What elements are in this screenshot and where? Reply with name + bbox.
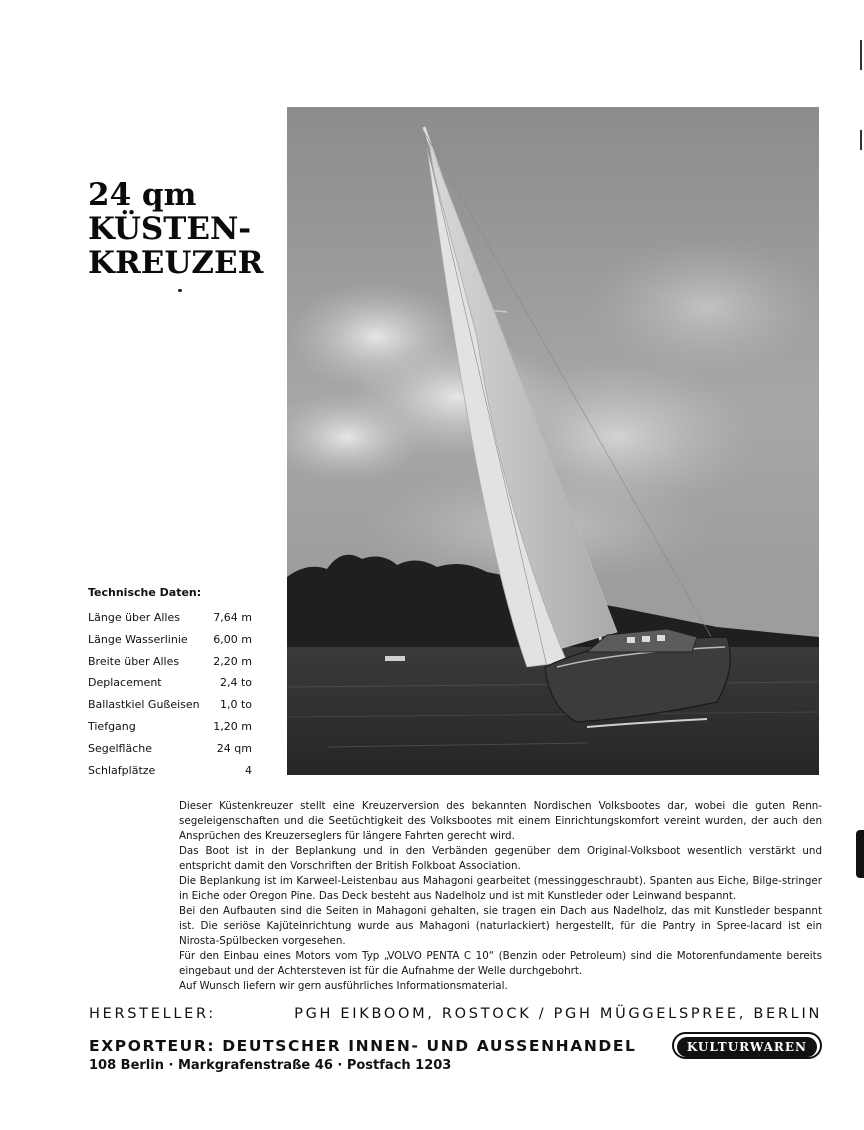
spec-value: 24 qm	[216, 741, 252, 755]
title-line-3: KREUZER	[88, 245, 264, 281]
spec-value: 4	[245, 763, 252, 777]
spec-label: Segelfläche	[88, 741, 153, 755]
sailboat-photo	[287, 107, 819, 775]
spec-label: Länge Wasserlinie	[88, 632, 188, 646]
technical-data-heading: Technische Daten:	[88, 586, 202, 599]
exporter-text: EXPORTEUR: DEUTSCHER INNEN- UND AUSSENHANDEL	[89, 1036, 637, 1055]
title-line-2: KÜSTEN-	[88, 211, 252, 247]
spec-value: 1,20 m	[213, 719, 252, 733]
scan-edge-mark	[860, 40, 862, 70]
paragraph: Das Boot ist in der Beplankung und in den Verbänden gegenüber dem Original-Volksboot wesentlich verstärkt und entspricht damit den Vorschriften der British Folkboat Association.	[179, 845, 822, 872]
spec-row	[88, 694, 258, 716]
paragraph: Dieser Küstenkreuzer stellt eine Kreuzerversion des bekannten Nordischen Volksbootes dar, wobei die guten Renn-segeleigenschaften und die Seetüchtigkeit des Volksbootes mit einem Einrichtungskomfort vereint wurden, der auch den Ansprüchen des Kreuzerseglers für längere Fahrten gerecht wird.	[179, 800, 822, 842]
paragraph: Die Beplankung ist im Karweel-Leistenbau aus Mahagoni gearbeitet (messinggeschraubt). Spanten aus Eiche, Bilge-stringer in Eiche oder Oregon Pine. Das Deck besteht aus Nadelholz und ist mit Kunstleder oder Leinwand bespannt.	[179, 875, 822, 902]
spec-label: Tiefgang	[88, 719, 136, 733]
spec-row	[88, 716, 258, 738]
title-line-1: 24 qm	[88, 177, 197, 213]
scan-edge-mark	[856, 830, 864, 878]
spec-row	[88, 738, 258, 760]
manufacturer-names: PGH EIKBOOM, ROSTOCK / PGH MÜGGELSPREE, BERLIN	[294, 1006, 822, 1022]
technical-data	[88, 586, 258, 781]
exporter-line	[89, 1032, 822, 1059]
paragraph: Bei den Aufbauten sind die Seiten in Mahagoni gehalten, sie tragen ein Dach aus Nadelholz, das mit Kunstleder bespannt ist. Die seriöse Kajüteinrichtung wurde aus Mahagoni (naturlackiert) hergestellt, für die Pantry in Spree-lacard ist ein Nirosta-Spülbecken vorgesehen.	[179, 905, 822, 947]
paragraph: Auf Wunsch liefern wir gern ausführliches Informationsmaterial.	[179, 980, 508, 992]
address-line: 108 Berlin · Markgrafenstraße 46 · Postfach 1203	[89, 1058, 452, 1073]
kulturwaren-logo-text: KULTURWAREN	[677, 1037, 817, 1057]
description-text	[179, 799, 822, 994]
scan-edge-mark	[860, 130, 862, 150]
manufacturer-line	[89, 1006, 822, 1022]
spec-row	[88, 629, 258, 651]
title-dot	[178, 289, 182, 292]
spec-label: Länge über Alles	[88, 611, 180, 624]
page-title	[88, 178, 263, 280]
kulturwaren-logo	[672, 1032, 822, 1059]
spec-row	[88, 760, 258, 782]
spec-value: 2,20 m	[213, 654, 252, 668]
spec-row	[88, 607, 258, 629]
spec-label: Breite über Alles	[88, 654, 180, 668]
spec-value: 1,0 to	[219, 698, 252, 712]
spec-value: 2,4 to	[219, 676, 252, 690]
spec-value: 6,00 m	[213, 632, 252, 646]
spec-row	[88, 651, 258, 673]
paragraph: Für den Einbau eines Motors vom Typ „VOLVO PENTA C 10“ (Benzin oder Petroleum) sind die Motorenfundamente bereits eingebaut und der Achtersteven ist für die Aufnahme der Welle durchgebohrt.	[179, 950, 822, 977]
spec-label: Deplacement	[88, 676, 162, 690]
sailboat-illustration	[287, 107, 819, 775]
spec-value: 7,64 m	[213, 611, 252, 624]
spec-label: Ballastkiel Gußeisen	[88, 698, 200, 712]
manufacturer-label: HERSTELLER:	[89, 1006, 216, 1022]
spec-label: Schlafplätze	[88, 763, 156, 777]
spec-row	[88, 672, 258, 694]
